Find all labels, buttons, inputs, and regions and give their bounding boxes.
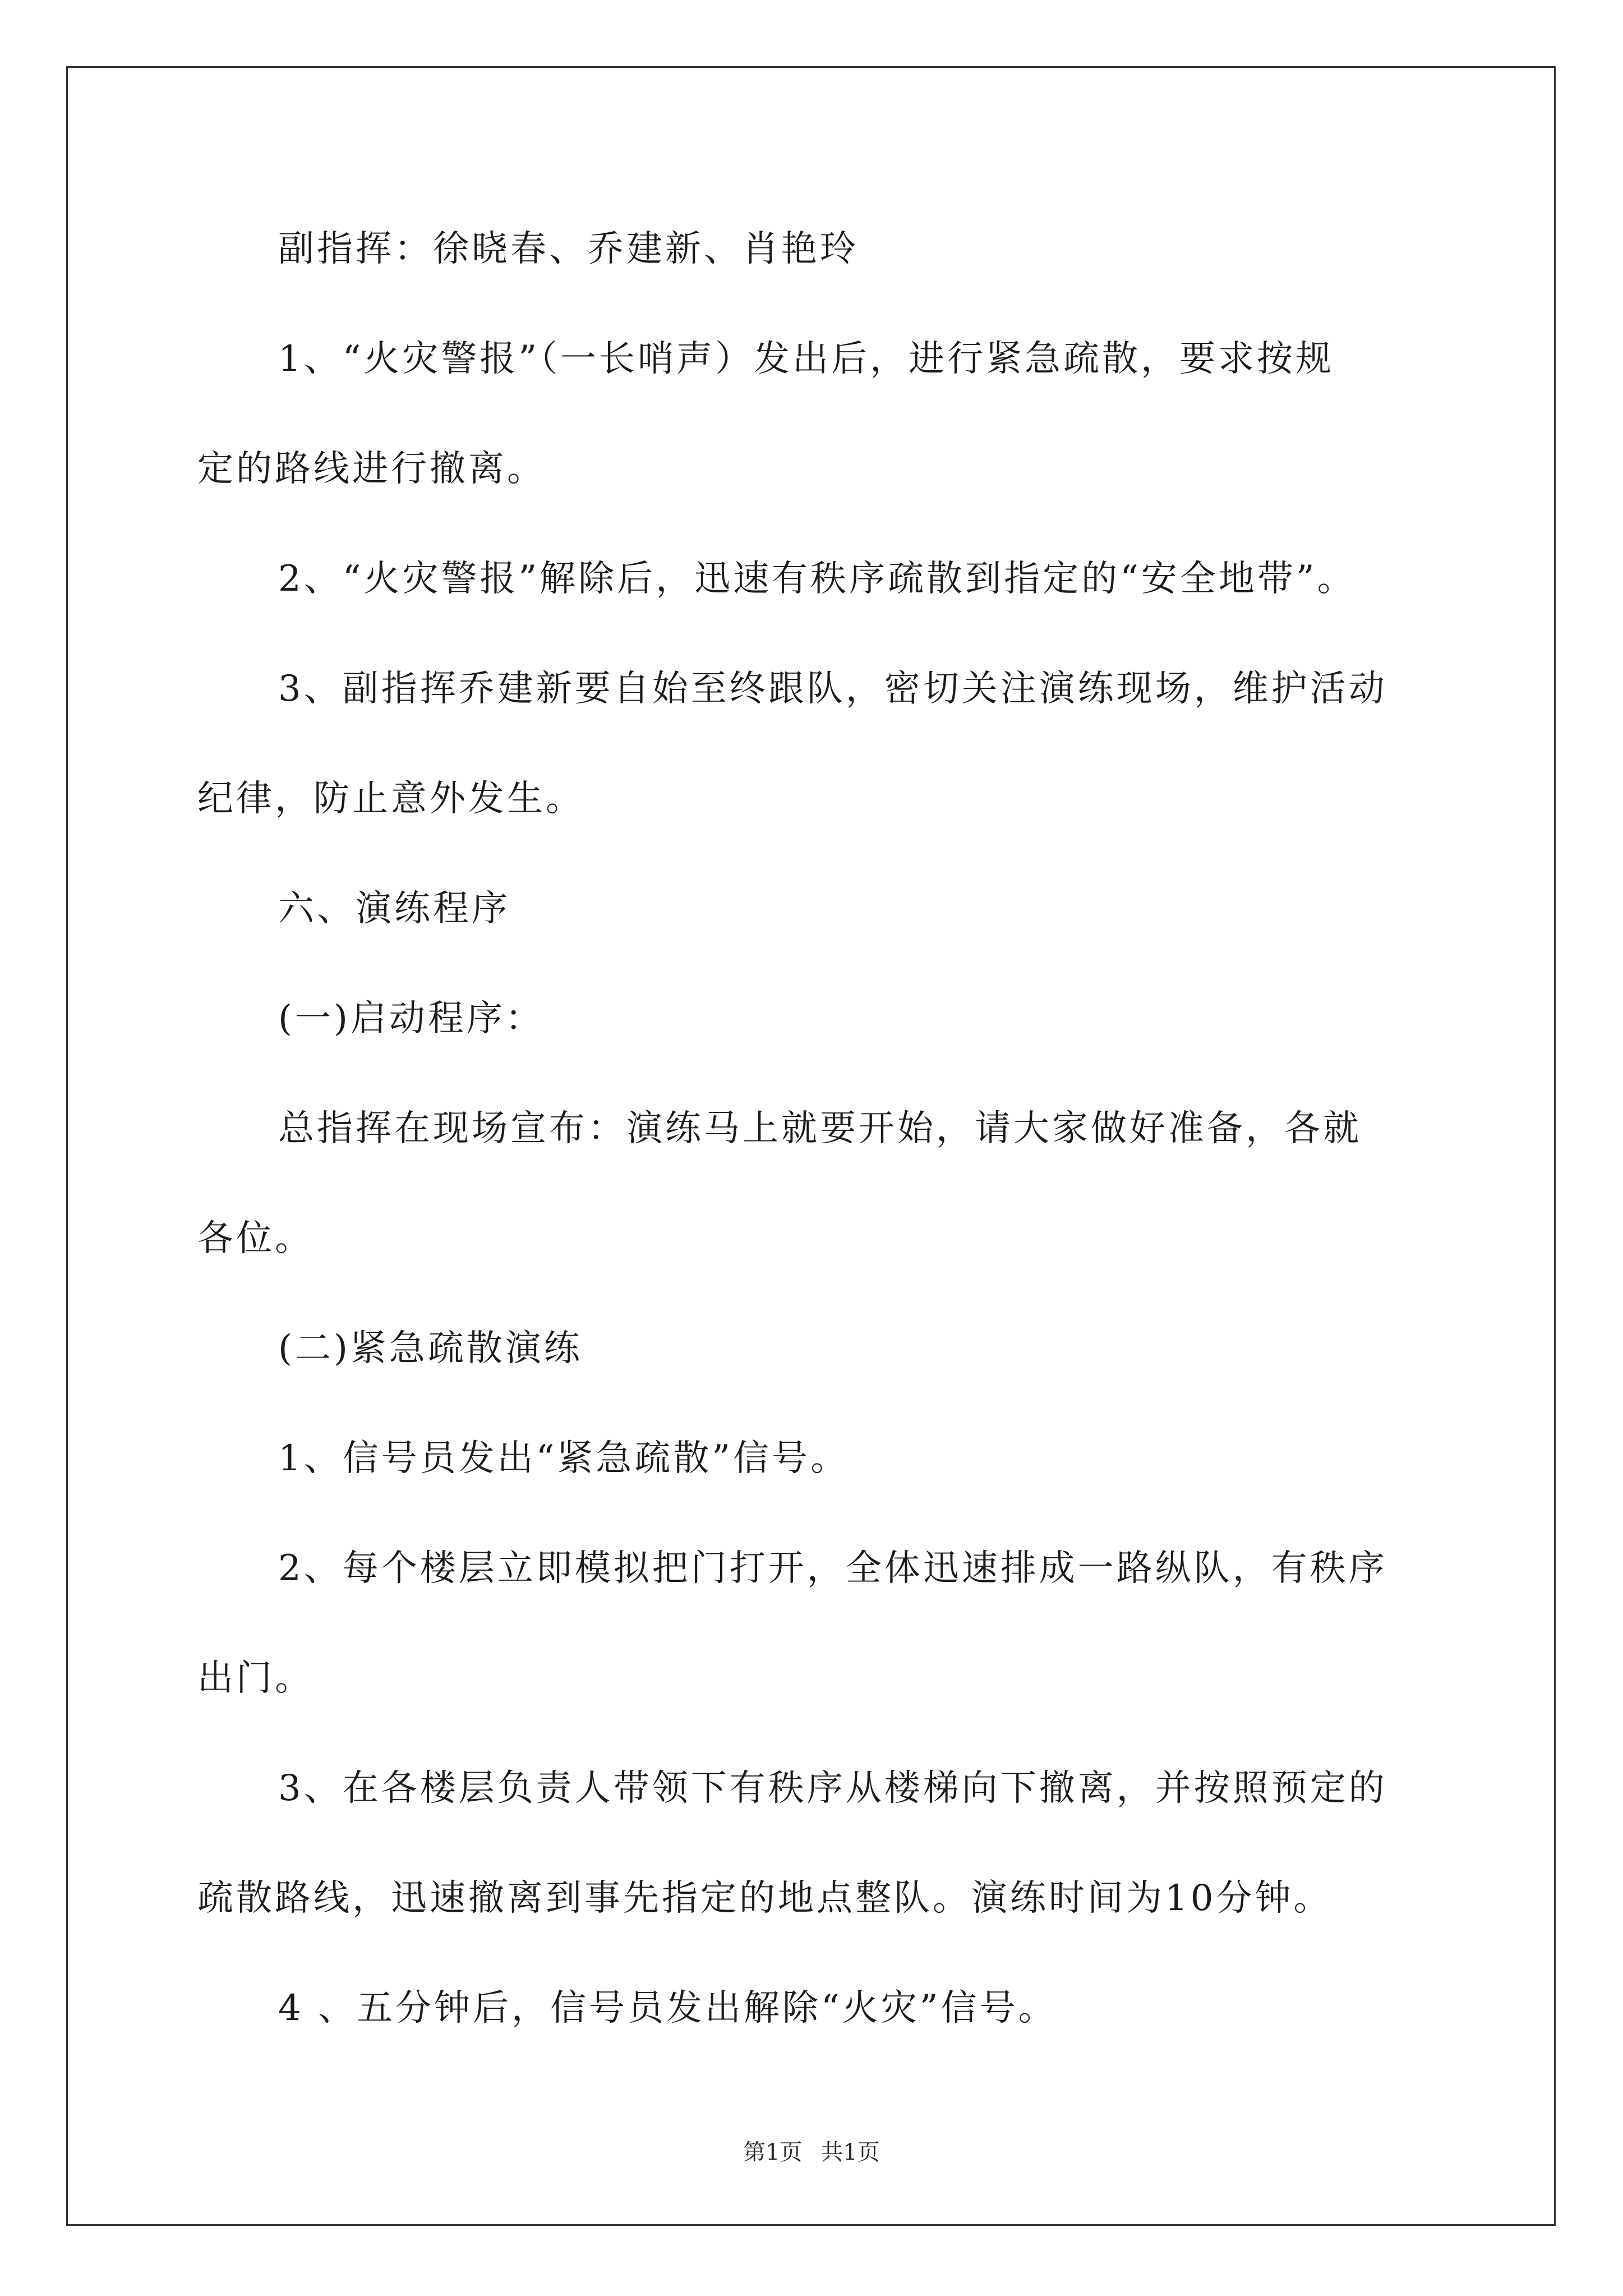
- paragraph-line: 1、“火灾警报”（一长哨声）发出后，进行紧急疏散，要求按规: [278, 338, 1335, 380]
- page-number-current: 第1页: [743, 2139, 803, 2165]
- paragraph-line: 纪律，防止意外发生。: [197, 778, 584, 820]
- paragraph-line: 疏散路线，迅速撤离到事先指定的地点整队。演练时间为10分钟。: [197, 1878, 1332, 1919]
- subsection-heading: (一)启动程序：: [278, 998, 544, 1039]
- page-footer: [0, 2138, 1623, 2166]
- page-number-total: 共1页: [820, 2139, 880, 2165]
- paragraph-line: 定的路线进行撤离。: [197, 448, 546, 490]
- subsection-heading: (二)紧急疏散演练: [278, 1328, 583, 1369]
- paragraph-line: 各位。: [197, 1218, 313, 1259]
- paragraph-line: 出门。: [197, 1658, 313, 1699]
- paragraph-line: 3、在各楼层负责人带领下有秩序从楼梯向下撤离，并按照预定的: [278, 1768, 1387, 1809]
- section-heading: 六、演练程序: [278, 888, 510, 930]
- paragraph-line: 4 、五分钟后，信号员发出解除“火灾”信号。: [278, 1987, 1057, 2029]
- paragraph-line: 副指挥：徐晓春、乔建新、肖艳玲: [278, 228, 859, 270]
- paragraph-line: 3、副指挥乔建新要自始至终跟队，密切关注演练现场，维护活动: [278, 668, 1387, 710]
- paragraph-line: 1、信号员发出“紧急疏散”信号。: [278, 1438, 850, 1479]
- paragraph-line: 总指挥在现场宣布：演练马上就要开始，请大家做好准备，各就: [278, 1108, 1362, 1149]
- paragraph-line: 2、每个楼层立即模拟把门打开，全体迅速排成一路纵队，有秩序: [278, 1548, 1387, 1589]
- paragraph-line: 2、“火灾警报”解除后，迅速有秩序疏散到指定的“安全地带”。: [278, 558, 1356, 600]
